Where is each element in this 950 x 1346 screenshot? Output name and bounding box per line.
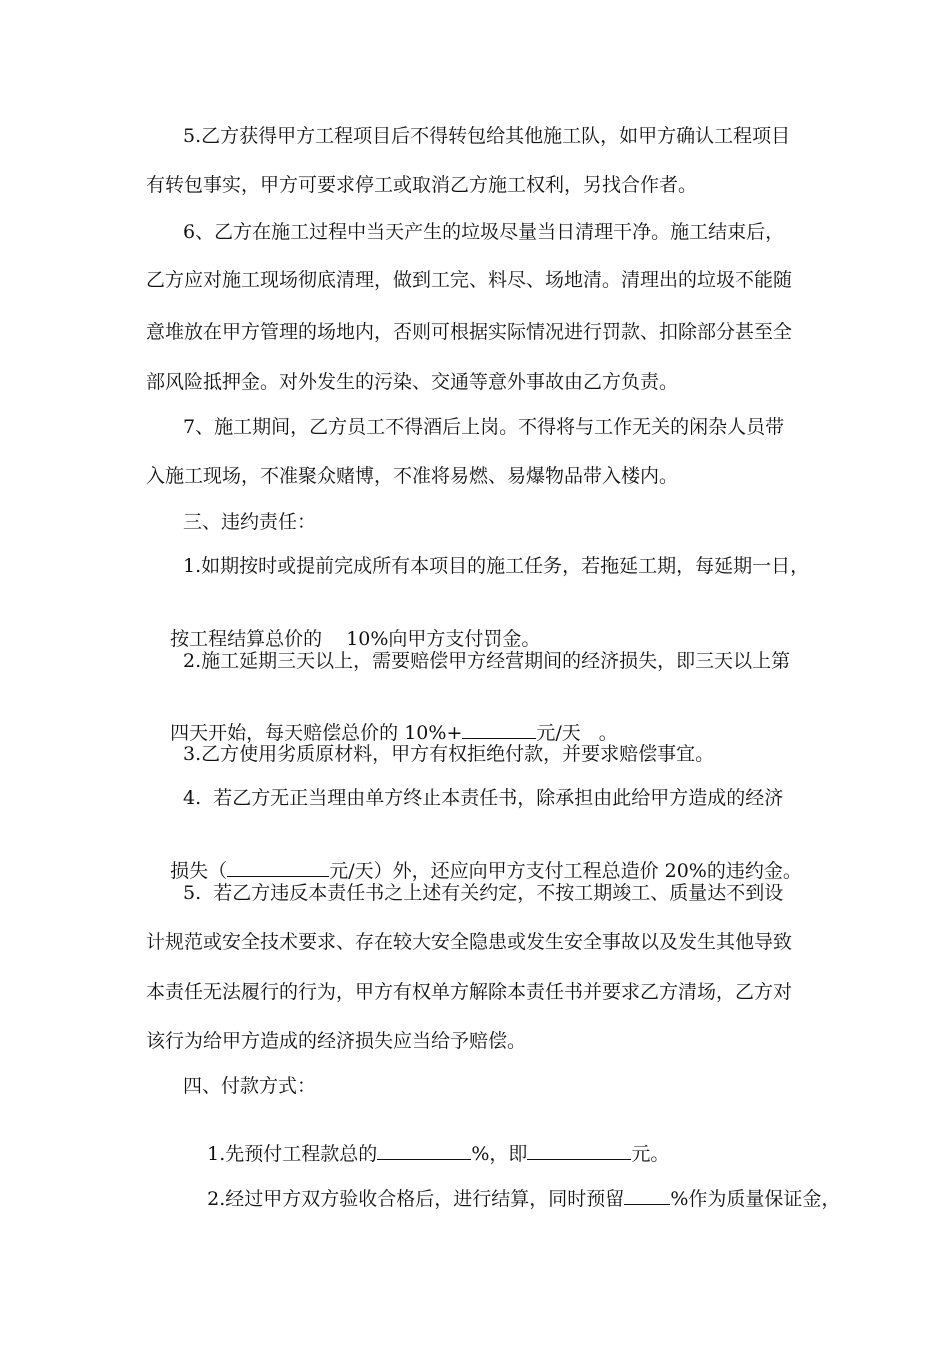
breach-2-text-a: 四天开始，每天赔偿总价的 10%+ bbox=[170, 722, 463, 744]
breach-4-line-1: 4. 若乙方无正当理由单方终止本责任书，除承担由此给甲方造成的经济 bbox=[183, 787, 784, 809]
breach-1-text-a: 按工程结算总价的 bbox=[170, 628, 323, 650]
clause-5-line-2: 有转包事实，甲方可要求停工或取消乙方施工权利，另找合作者。 bbox=[146, 174, 698, 196]
section-4-heading: 四、付款方式： bbox=[183, 1075, 317, 1097]
payment-1-text-a: 1.先预付工程款总的 bbox=[207, 1143, 378, 1165]
clause-6-line-2: 乙方应对施工现场彻底清理，做到工完、料尽、场地清。清理出的垃圾不能随 bbox=[146, 269, 793, 291]
breach-1-text-b: 10%向甲方支付罚金。 bbox=[346, 628, 541, 650]
clause-5-line-1: 5.乙方获得甲方工程项目后不得转包给其他施工队，如甲方确认工程项目 bbox=[183, 125, 791, 147]
daily-compensation-blank bbox=[462, 721, 536, 739]
clause-7-line-1: 7、施工期间，乙方员工不得酒后上岗。不得将与工作无关的闲杂人员带 bbox=[183, 416, 785, 438]
breach-5-line-4: 该行为给甲方造成的经济损失应当给予赔偿。 bbox=[146, 1030, 527, 1052]
clause-6-line-3: 意堆放在甲方管理的场地内，否则可根据实际情况进行罚款、扣除部分甚至全 bbox=[146, 321, 793, 343]
prepayment-percent-blank bbox=[377, 1142, 471, 1160]
breach-5-line-2: 计规范或安全技术要求、存在较大安全隐患或发生安全事故以及发生其他导致 bbox=[146, 931, 793, 953]
payment-2-line bbox=[183, 1163, 840, 1235]
breach-2-text-b: 元/天 bbox=[536, 722, 581, 744]
section-3-heading: 三、违约责任： bbox=[183, 511, 317, 533]
payment-1-text-b: %，即 bbox=[471, 1143, 528, 1165]
breach-3-line-1: 3.乙方使用劣质原材料，甲方有权拒绝付款，并要求赔偿事宜。 bbox=[183, 743, 715, 765]
breach-2-text-c: 。 bbox=[598, 722, 618, 744]
breach-2-line-1: 2.施工延期三天以上，需要赔偿甲方经营期间的经济损失，即三天以上第 bbox=[183, 650, 791, 672]
breach-5-line-1: 5. 若乙方违反本责任书之上述有关约定，不按工期竣工、质量达不到设 bbox=[183, 882, 784, 904]
clause-6-line-1: 6、乙方在施工过程中当天产生的垃圾尽量当日清理干净。施工结束后， bbox=[183, 221, 785, 243]
breach-4-text-b: 元/天）外，还应向甲方支付工程总造价 20%的违约金。 bbox=[329, 860, 802, 882]
breach-4-text-a: 损失（ bbox=[170, 860, 228, 882]
termination-loss-blank bbox=[227, 859, 329, 877]
clause-7-line-2: 入施工现场，不准聚众赌博，不准将易燃、易爆物品带入楼内。 bbox=[146, 465, 679, 487]
breach-1-line-1: 1.如期按时或提前完成所有本项目的施工任务，若拖延工期，每延期一日， bbox=[183, 555, 810, 577]
breach-5-line-3: 本责任无法履行的行为，甲方有权单方解除本责任书并要求乙方清场，乙方对 bbox=[146, 981, 793, 1003]
clause-6-line-4: 部风险抵押金。对外发生的污染、交通等意外事故由乙方负责。 bbox=[146, 371, 679, 393]
prepayment-amount-blank bbox=[527, 1142, 631, 1160]
payment-2-text-a: 2.经过甲方双方验收合格后，进行结算，同时预留 bbox=[207, 1188, 625, 1210]
payment-1-text-c: 元。 bbox=[631, 1143, 670, 1165]
payment-2-text-b: %作为质量保证金， bbox=[670, 1188, 841, 1210]
retention-percent-blank bbox=[624, 1187, 670, 1205]
